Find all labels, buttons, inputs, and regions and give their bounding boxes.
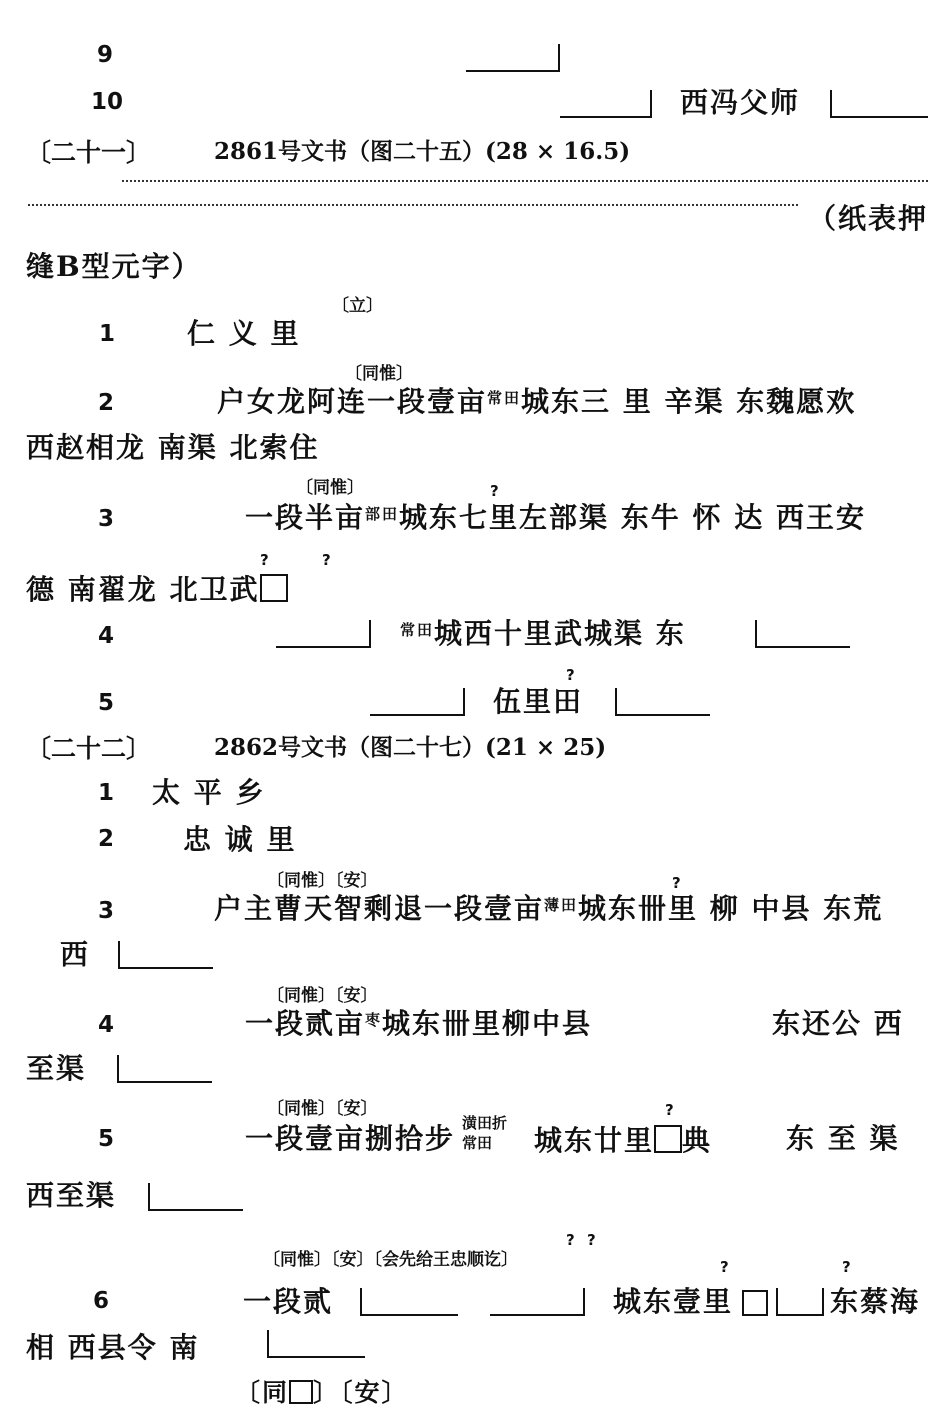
line-number: 10 <box>91 89 124 115</box>
annotation: 〔同惟〕〔安〕 <box>267 1099 378 1119</box>
line-text: 户女龙阿连一段壹亩$^{常田}$城东三 里 辛渠 东魏愿欢 <box>217 385 857 418</box>
line-text: $^{常田}$城西十里武城渠 东 <box>400 617 686 650</box>
line-text: 西 <box>60 938 91 971</box>
line-text: 城东壹里 <box>613 1285 734 1318</box>
illegible-char-box <box>289 1380 313 1404</box>
lacuna-mark <box>360 1288 458 1316</box>
annotation: 〔同惟〕〔安〕 <box>267 871 378 891</box>
line-number: 4 <box>98 1012 115 1038</box>
lacuna-mark <box>560 90 652 118</box>
line-text: 相 西县令 南 <box>26 1331 200 1364</box>
lacuna-mark <box>466 44 560 72</box>
line-number: 2 <box>98 826 115 852</box>
lacuna-mark <box>490 1288 585 1316</box>
document-label: 〔二十一〕 <box>26 138 152 167</box>
line-number: 4 <box>98 623 115 649</box>
line-text: 至渠 <box>26 1052 87 1085</box>
line-text: 一段贰亩$^枣$城东卌里柳中县 <box>245 1007 593 1040</box>
annotation: 〔同惟〕 <box>296 478 364 498</box>
line-number: 1 <box>98 780 115 806</box>
illegible-char-box <box>260 574 288 602</box>
line-number: 5 <box>98 1126 115 1152</box>
line-text: 东蔡海 <box>830 1285 921 1318</box>
uncertain-mark: ? <box>672 874 681 892</box>
annotation: 〔立〕 <box>332 296 383 316</box>
lacuna-mark <box>117 1055 212 1083</box>
line-text: 西赵相龙 南渠 北索住 <box>26 431 320 464</box>
line-text: 户主曹天智剩退一段壹亩$^{薄田}$城东卌里 柳 中县 东荒 <box>214 892 884 925</box>
uncertain-mark: ? <box>566 1231 575 1249</box>
lacuna-mark <box>276 620 371 648</box>
uncertain-mark: ? <box>490 482 499 500</box>
lacuna-mark <box>755 620 850 648</box>
line-text: 城东廿里 典 <box>534 1124 713 1157</box>
document-label: 〔二十二〕 <box>26 734 152 763</box>
line-text: 西冯父师 <box>680 86 801 119</box>
line-text: 一段半亩$^{部田}$城东七里左部渠 东牛 怀 达 西王安 <box>245 501 867 534</box>
uncertain-mark: ? <box>665 1101 674 1119</box>
line-text: 忠 诚 里 <box>183 823 297 856</box>
line-text: 西至渠 <box>26 1179 117 1212</box>
uncertain-mark: ? <box>260 551 269 569</box>
line-number: 3 <box>98 898 115 924</box>
seam-line <box>122 180 928 182</box>
annotation: 〔同惟〕 <box>345 364 413 384</box>
line-text: 伍里田 <box>493 685 584 718</box>
annotation: 〔同惟〕〔安〕〔会先给王忠顺讫〕 <box>263 1250 518 1270</box>
line-text: 一段壹亩捌拾步 <box>245 1122 456 1155</box>
lacuna-mark <box>615 688 710 716</box>
line-text: 东还公 西 <box>772 1007 904 1040</box>
uncertain-mark: ? <box>587 1231 596 1249</box>
illegible-char-box <box>742 1290 768 1316</box>
annotation: 〔同惟〕〔安〕 <box>267 986 378 1006</box>
line-text: 仁 义 里 <box>187 317 301 350</box>
uncertain-mark: ? <box>566 666 575 684</box>
line-text: 德 南翟龙 北卫武 <box>26 574 288 604</box>
lacuna-mark <box>776 1288 824 1316</box>
lacuna-mark <box>148 1183 243 1211</box>
seal-note: 缝B型元字） <box>26 250 202 283</box>
line-number: 1 <box>99 321 116 347</box>
line-number: 9 <box>97 42 114 68</box>
uncertain-mark: ? <box>720 1258 729 1276</box>
lacuna-mark <box>267 1330 365 1358</box>
document-title: 2861号文书（图二十五）(28 × 16.5) <box>214 138 631 165</box>
lacuna-mark <box>830 90 928 118</box>
line-number: 6 <box>93 1288 110 1314</box>
annotation: 〔同 〕〔安〕 <box>235 1378 409 1407</box>
document-title: 2862号文书（图二十七）(21 × 25) <box>214 734 607 761</box>
uncertain-mark: ? <box>322 551 331 569</box>
line-number: 3 <box>98 506 115 532</box>
line-text: 一段贰 <box>243 1285 334 1318</box>
line-text: 太 平 乡 <box>152 776 266 809</box>
illegible-char-box <box>654 1125 682 1153</box>
land-type-note: 常田 <box>462 1134 493 1152</box>
uncertain-mark: ? <box>842 1258 851 1276</box>
seam-line <box>28 204 798 206</box>
lacuna-mark <box>118 941 213 969</box>
line-text: 东 至 渠 <box>786 1122 900 1155</box>
line-number: 2 <box>98 390 115 416</box>
line-number: 5 <box>98 690 115 716</box>
land-type-note: 潢田折 <box>462 1114 508 1132</box>
lacuna-mark <box>370 688 465 716</box>
seal-note: （纸表押 <box>808 202 929 235</box>
